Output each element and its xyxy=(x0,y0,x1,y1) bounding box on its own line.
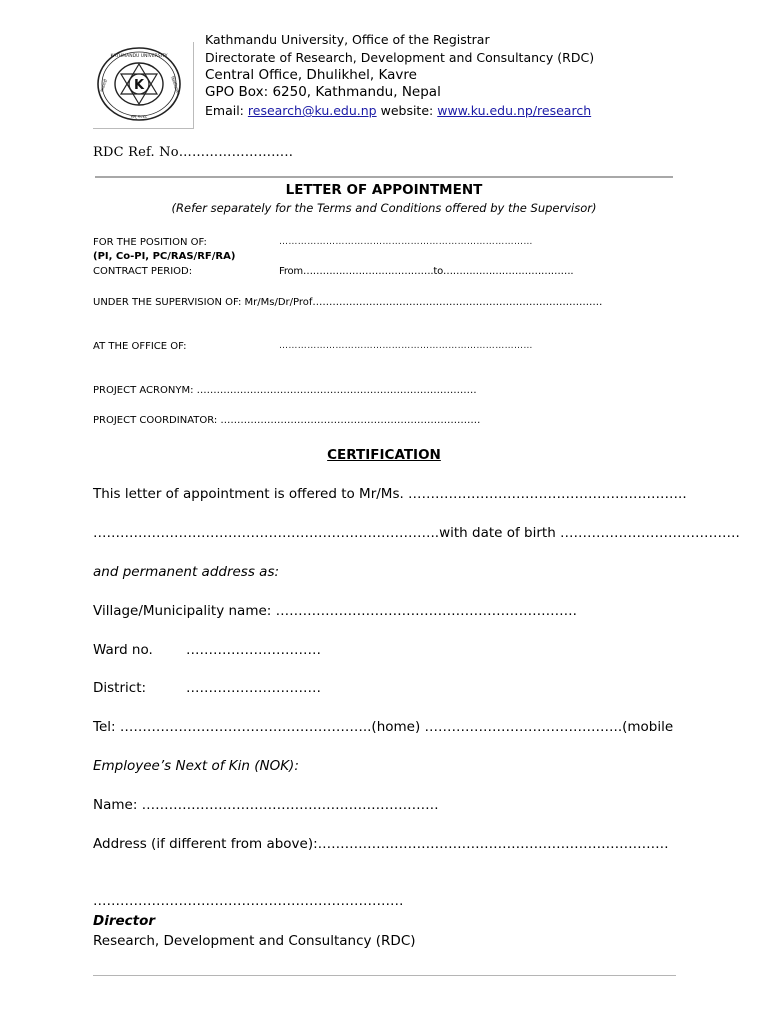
email-link[interactable]: research@ku.edu.np xyxy=(247,103,377,119)
next-of-kin-heading: Employee’s Next of Kin (NOK): xyxy=(93,758,299,774)
seal-text-left: काठमाडौं xyxy=(99,78,109,93)
document-subtitle: (Refer separately for the Terms and Conditions offered by the Supervisor) xyxy=(171,201,597,215)
village-field[interactable]: Village/Municipality name: …………………………………………………………. xyxy=(93,603,577,619)
signatory-org: Research, Development and Consultancy (RDC) xyxy=(93,933,416,949)
website-label: website: xyxy=(380,103,434,119)
signatory-title: Director xyxy=(93,913,156,929)
header-line-3: Central Office, Dhulikhel, Kavre xyxy=(205,66,417,83)
website-link[interactable]: www.ku.edu.np/research xyxy=(437,103,592,119)
seal-text-top: KATHMANDU UNIVERSITY xyxy=(110,54,168,59)
rdc-ref-no: RDC Ref. No…………………….. xyxy=(93,145,294,160)
position-options: (PI, Co-PI, PC/RAS/RF/RA) xyxy=(93,251,236,262)
university-seal xyxy=(94,44,188,124)
header-divider xyxy=(95,176,673,178)
telephone-field[interactable]: Tel: ………………………………………………..(home) ……………………………………..(mobile xyxy=(93,719,674,735)
district-label: District: xyxy=(93,680,147,696)
email-label: Email: xyxy=(205,103,244,119)
header-line-2: Directorate of Research, Development and Consultancy (RDC) xyxy=(205,49,595,65)
office-label: AT THE OFFICE OF: xyxy=(93,341,187,352)
ward-label: Ward no. xyxy=(93,642,153,658)
seal-text-right: विश्वविद्यालय xyxy=(169,75,182,96)
project-coordinator-field[interactable]: PROJECT COORDINATOR: …………………………………………………………………… xyxy=(93,415,481,426)
address-intro: and permanent address as: xyxy=(93,564,280,580)
header-line-4: GPO Box: 6250, Kathmandu, Nepal xyxy=(205,84,441,101)
signature-line[interactable]: …………………………………………………………… xyxy=(93,893,404,909)
date-of-birth-field[interactable]: …………………………………………………………………..with date of birth …………………………………. xyxy=(93,525,740,541)
position-label: FOR THE POSITION OF: xyxy=(93,237,207,248)
header-line-1: Kathmandu University, Office of the Registrar xyxy=(205,32,490,47)
contract-period-field[interactable]: From………………………………….to…………………………………. xyxy=(279,266,574,277)
header-contact xyxy=(205,102,594,120)
certification-heading: CERTIFICATION xyxy=(327,447,441,463)
position-field[interactable]: ……………………………………………………………………… xyxy=(279,237,533,247)
supervision-field[interactable]: UNDER THE SUPERVISION OF: Mr/Ms/Dr/Prof…………………………………………………………………………… xyxy=(93,297,603,308)
seal-text-bottom: सन् २०४८ xyxy=(130,115,148,120)
contract-label: CONTRACT PERIOD: xyxy=(93,266,193,277)
project-acronym-field[interactable]: PROJECT ACRONYM: ………………………………………………………………………… xyxy=(93,385,477,396)
office-field[interactable]: ……………………………………………………………………… xyxy=(279,341,533,351)
district-field[interactable]: ………………………… xyxy=(186,680,321,696)
offered-to-field[interactable]: This letter of appointment is offered to Mr/Ms. …………………………………………………….. xyxy=(93,486,687,502)
nok-address-field[interactable]: Address (if different from above):…………………………………………………………………… xyxy=(93,836,669,852)
seal-letter: K xyxy=(133,78,145,93)
ward-field[interactable]: ………………………… xyxy=(186,642,321,658)
footer-divider xyxy=(93,975,676,976)
document-title: LETTER OF APPOINTMENT xyxy=(285,182,483,198)
letterhead xyxy=(205,31,594,120)
nok-name-field[interactable]: Name: ………………………………………………………… xyxy=(93,797,439,813)
